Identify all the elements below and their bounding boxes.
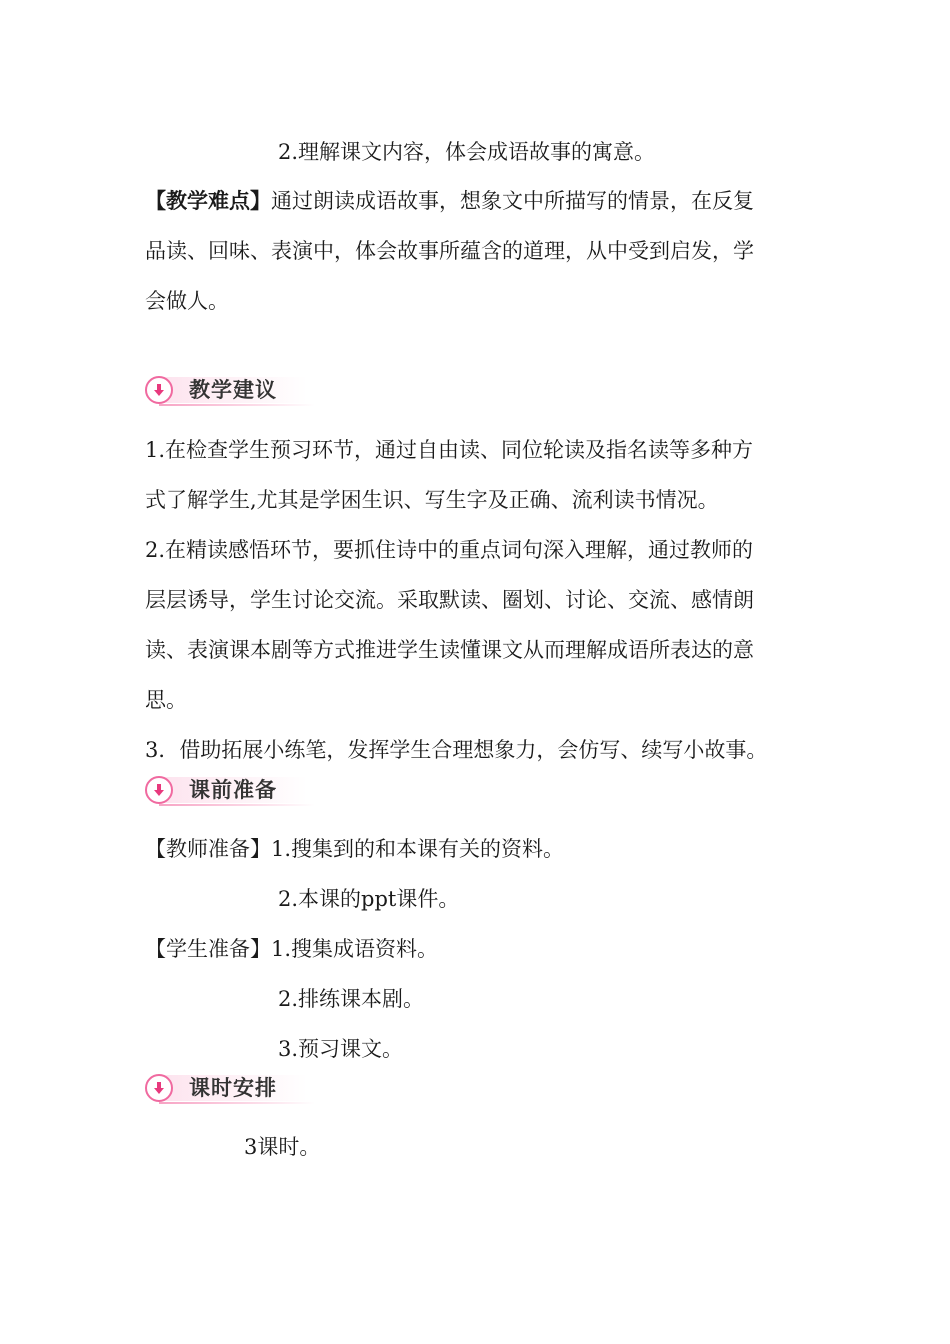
schedule-text: 3课时。 [244, 1135, 321, 1159]
difficulty-line-3: 会做人。 [145, 289, 229, 313]
suggestion-2-line-4: 思。 [145, 688, 187, 712]
download-arrow-icon [145, 376, 173, 404]
section-title: 课时安排 [189, 1076, 277, 1100]
teacher-prep-item-1: 1.搜集到的和本课有关的资料。 [271, 837, 565, 861]
suggestion-1-line-1: 1.在检查学生预习环节，通过自由读、同位轮读及指名读等多种方 [145, 438, 754, 462]
section-header-schedule [145, 1070, 317, 1108]
objective-2: 2.理解课文内容，体会成语故事的寓意。 [278, 140, 656, 164]
section-title: 课前准备 [189, 778, 277, 802]
difficulty-line-2: 品读、回味、表演中，体会故事所蕴含的道理，从中受到启发，学 [145, 239, 754, 263]
section-title: 教学建议 [189, 378, 277, 402]
difficulty-line-1 [145, 186, 754, 216]
student-prep-label: 【学生准备】 [145, 937, 271, 961]
section-header-preparation [145, 772, 317, 810]
suggestion-2-line-3: 读、表演课本剧等方式推进学生读懂课文从而理解成语所表达的意 [145, 638, 754, 662]
student-prep-item-3: 3.预习课文。 [278, 1037, 404, 1061]
teacher-prep-label: 【教师准备】 [145, 837, 271, 861]
suggestion-3: 3．借助拓展小练笔，发挥学生合理想象力，会仿写、续写小故事。 [145, 738, 768, 762]
difficulty-label: 【教学难点】 [145, 189, 271, 213]
student-prep-item-2: 2.排练课本剧。 [278, 987, 425, 1011]
teacher-prep-line-1 [145, 834, 564, 864]
difficulty-text-1: 通过朗读成语故事，想象文中所描写的情景，在反复 [271, 189, 754, 213]
suggestion-2-line-2: 层层诱导，学生讨论交流。采取默读、圈划、讨论、交流、感情朗 [145, 588, 754, 612]
section-header-suggestions [145, 372, 317, 410]
download-arrow-icon [145, 776, 173, 804]
suggestion-2-line-1: 2.在精读感悟环节，要抓住诗中的重点词句深入理解，通过教师的 [145, 538, 754, 562]
student-prep-line-1 [145, 934, 438, 964]
student-prep-item-1: 1.搜集成语资料。 [271, 937, 439, 961]
suggestion-1-line-2: 式了解学生,尤其是学困生识、写生字及正确、流利读书情况。 [145, 488, 719, 512]
download-arrow-icon [145, 1074, 173, 1102]
teacher-prep-item-2: 2.本课的ppt课件。 [278, 887, 460, 911]
